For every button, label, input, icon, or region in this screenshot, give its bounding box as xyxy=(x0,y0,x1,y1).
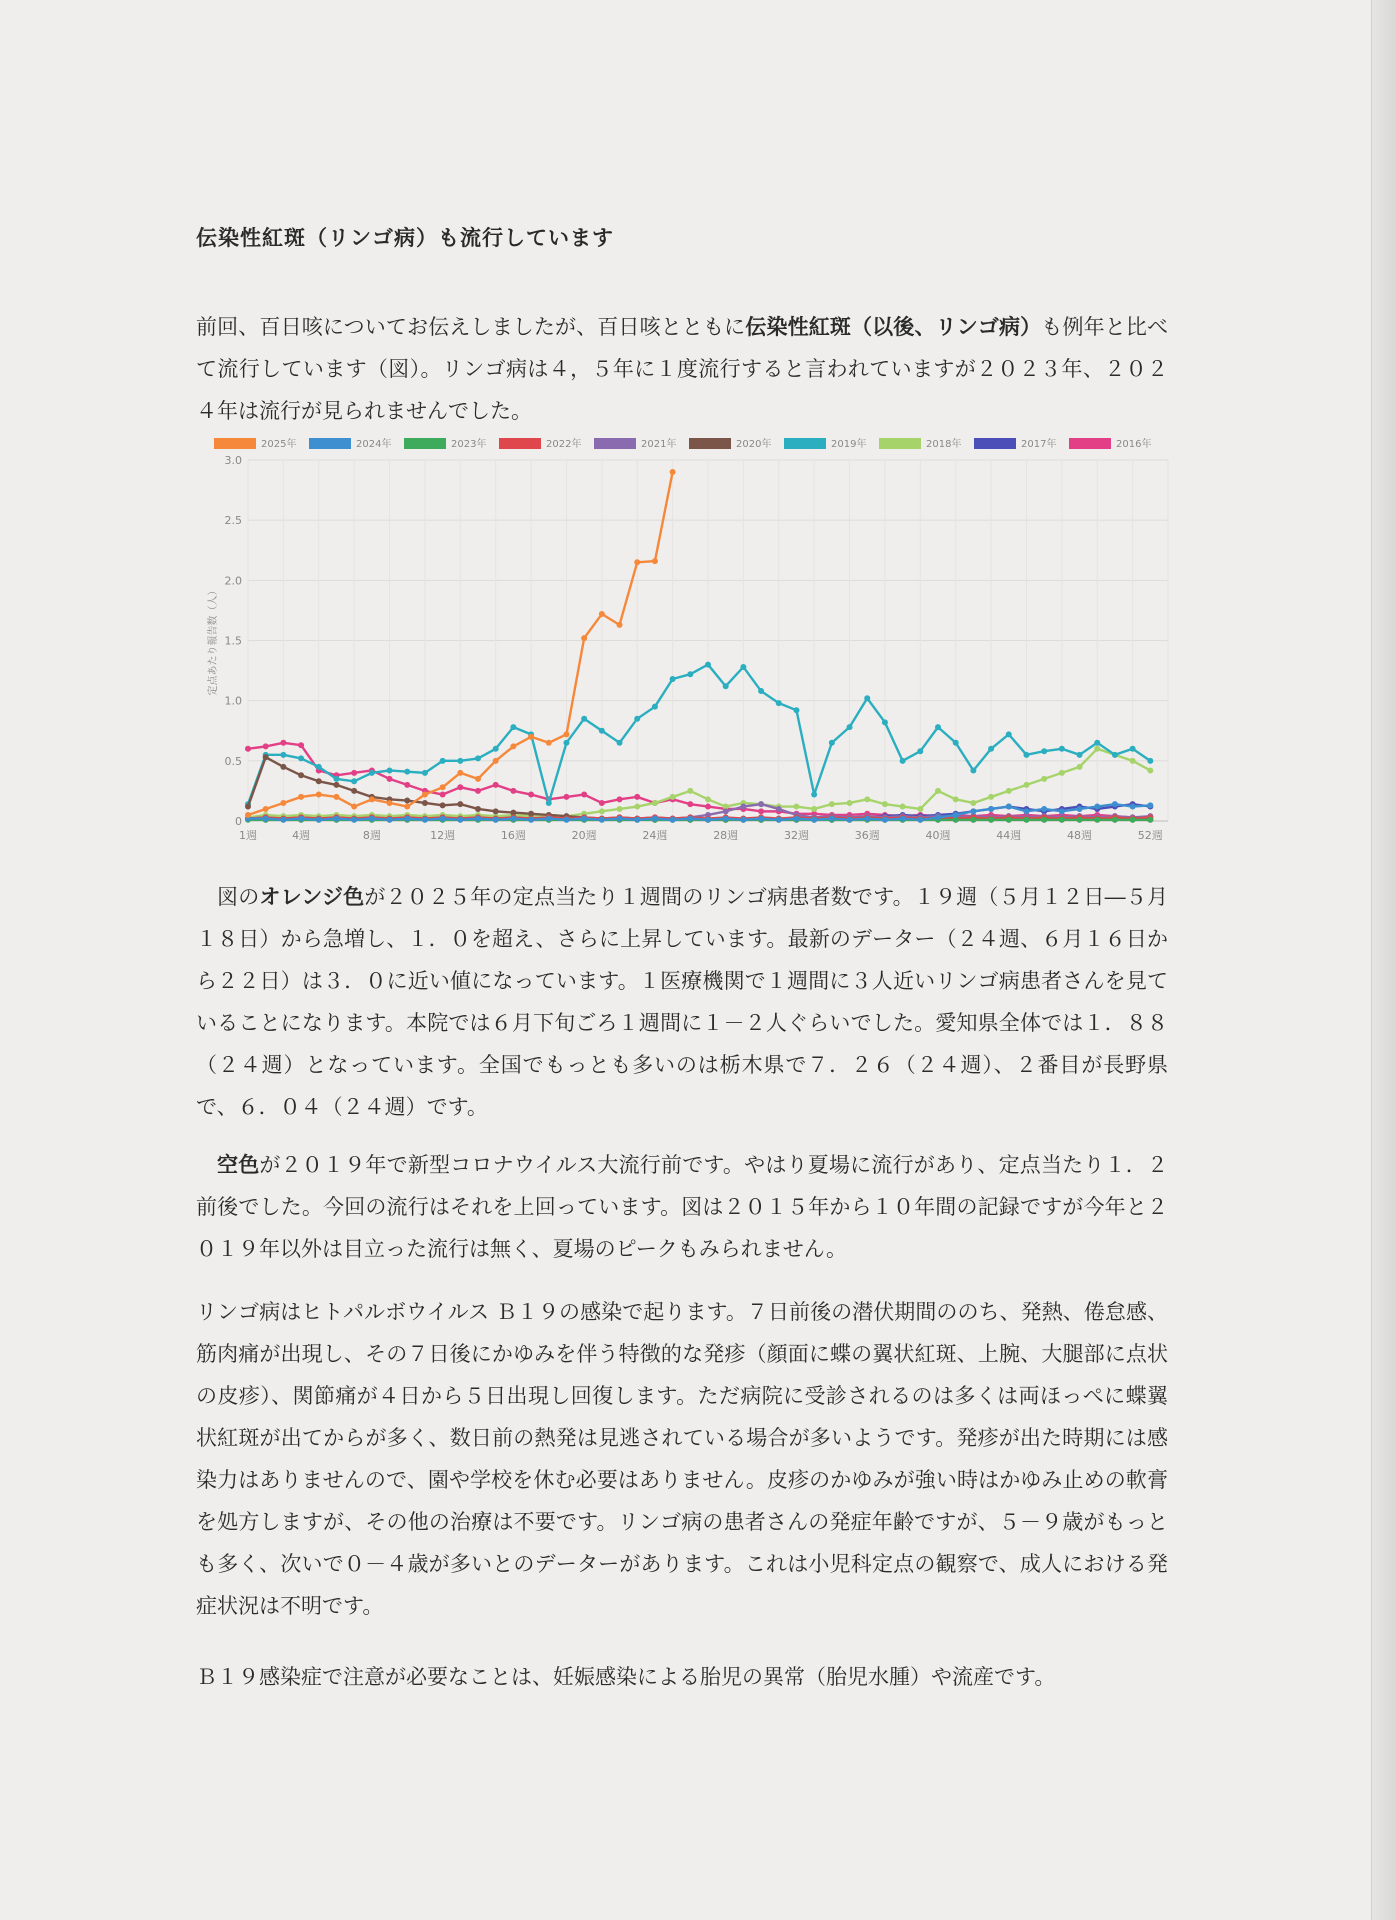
y-tick-label: 1.5 xyxy=(224,634,242,648)
data-point xyxy=(404,769,410,775)
data-point xyxy=(475,806,481,812)
data-point xyxy=(475,816,481,822)
data-point xyxy=(1041,806,1047,812)
data-point xyxy=(1041,748,1047,754)
data-point xyxy=(1059,746,1065,752)
data-point xyxy=(316,817,322,823)
data-point xyxy=(387,767,393,773)
data-point xyxy=(1147,802,1153,808)
data-point xyxy=(1006,731,1012,737)
data-point xyxy=(510,724,516,730)
data-point xyxy=(864,695,870,701)
data-point xyxy=(652,704,658,710)
data-point xyxy=(440,816,446,822)
x-tick-label: 44週 xyxy=(996,829,1022,842)
data-point xyxy=(263,806,269,812)
data-point xyxy=(829,740,835,746)
data-point xyxy=(1077,752,1083,758)
data-point xyxy=(563,740,569,746)
legend-swatch xyxy=(404,438,446,449)
data-point xyxy=(988,817,994,823)
data-point xyxy=(847,817,853,823)
data-point xyxy=(617,796,623,802)
data-point xyxy=(422,800,428,806)
data-point xyxy=(475,776,481,782)
data-point xyxy=(599,611,605,617)
data-point xyxy=(440,792,446,798)
data-point xyxy=(793,804,799,810)
data-point xyxy=(935,724,941,730)
data-point xyxy=(811,806,817,812)
data-point xyxy=(1112,801,1118,807)
intro-text-a: 前回、百日咳についてお伝えしましたが、百日咳とともに xyxy=(196,315,746,339)
orange-text-c: が２０２５年の定点当たり１週間のリンゴ病患者数です。１９週（５月１２日―５月１８日）から急増し、１．０を超え、さらに上昇しています。最新のデーター（２４週、６月１６日から２２日）は３．０に近い値になっています。１医療機関で１週間に３人近いリンゴ病患者さんを見ていることになります。本院では６月下旬ごろ１週間に１－２人ぐらいでした。愛知県全体では１．８８（２４週）となっています。全国でもっとも多いのは栃木県で７．２６（２４週）、２番目が長野県で、６．０４（２４週）です。 xyxy=(196,885,1169,1119)
data-point xyxy=(581,792,587,798)
paragraph-parvovirus: リンゴ病はヒトパルボウイルス Ｂ１９の感染で起ります。７日前後の潜伏期間ののち、発熱、倦怠感、筋肉痛が出現し、その７日後にかゆみを伴う特徴的な発疹（顔面に蝶の翼状紅斑、上腕、大腿部に点状の皮疹）、関節痛が４日から５日出現し回復します。ただ病院に受診されるのは多くは両ほっぺに蝶翼状紅斑が出てからが多く、数日前の熱発は見逃されている場合が多いようです。発疹が出た時期には感染力はありませんので、園や学校を休む必要はありません。皮疹のかゆみが強い時はかゆみ止めの軟膏を処方しますが、その他の治療は不要です。リンゴ病の患者さんの発症年齢ですが、５－９歳がもっとも多く、次いで０－４歳が多いとのデーターがあります。これは小児科定点の観察で、成人における発症状況は不明です。 xyxy=(196,1300,1168,1618)
data-point xyxy=(723,808,729,814)
data-point xyxy=(263,754,269,760)
data-point xyxy=(1094,817,1100,823)
legend-label: 2024年 xyxy=(356,439,392,450)
chart-svg xyxy=(200,426,1180,854)
data-point xyxy=(670,676,676,682)
y-tick-label: 2.5 xyxy=(224,514,242,528)
data-point xyxy=(935,788,941,794)
data-point xyxy=(457,817,463,823)
legend-swatch xyxy=(974,438,1016,449)
data-point xyxy=(970,808,976,814)
data-point xyxy=(1130,758,1136,764)
paragraph-orange xyxy=(196,876,1168,1128)
x-tick-label: 1週 xyxy=(239,829,257,842)
data-point xyxy=(617,816,623,822)
data-point xyxy=(369,796,375,802)
data-point xyxy=(280,752,286,758)
data-point xyxy=(457,801,463,807)
data-point xyxy=(493,782,499,788)
data-point xyxy=(404,804,410,810)
data-point xyxy=(776,817,782,823)
data-point xyxy=(970,817,976,823)
data-point xyxy=(510,816,516,822)
skyblue-text-b: が２０１９年で新型コロナウイルス大流行前です。やはり夏場に流行があり、定点当たり１．２前後でした。今回の流行はそれを上回っています。図は２０１５年から１０年間の記録ですが今年と２０１９年以外は目立った流行は無く、夏場のピークもみられません。 xyxy=(196,1153,1168,1261)
data-point xyxy=(599,728,605,734)
data-point xyxy=(705,662,711,668)
data-point xyxy=(1006,817,1012,823)
x-tick-label: 48週 xyxy=(1067,829,1093,842)
legend-label: 2019年 xyxy=(831,439,867,450)
data-point xyxy=(1147,817,1153,823)
data-point xyxy=(280,800,286,806)
data-point xyxy=(1059,808,1065,814)
page-edge xyxy=(1371,0,1396,1920)
x-tick-label: 40週 xyxy=(925,829,951,842)
data-point xyxy=(263,743,269,749)
data-point xyxy=(1094,804,1100,810)
legend-label: 2023年 xyxy=(451,439,487,450)
data-point xyxy=(422,770,428,776)
data-point xyxy=(652,558,658,564)
y-tick-label: 2.0 xyxy=(224,574,242,588)
data-point xyxy=(705,804,711,810)
data-point xyxy=(387,776,393,782)
data-point xyxy=(988,806,994,812)
data-point xyxy=(617,806,623,812)
data-point xyxy=(670,817,676,823)
x-tick-label: 20週 xyxy=(571,829,597,842)
legend-swatch xyxy=(784,438,826,449)
data-point xyxy=(882,817,888,823)
y-axis-label: 定点あたり報告数（人） xyxy=(208,585,219,696)
data-point xyxy=(351,778,357,784)
data-point xyxy=(387,800,393,806)
data-point xyxy=(917,806,923,812)
data-point xyxy=(404,782,410,788)
data-point xyxy=(1023,817,1029,823)
data-point xyxy=(333,776,339,782)
data-point xyxy=(758,816,764,822)
data-point xyxy=(1130,817,1136,823)
data-point xyxy=(298,755,304,761)
data-point xyxy=(599,817,605,823)
data-point xyxy=(687,801,693,807)
data-point xyxy=(316,778,322,784)
data-point xyxy=(1006,788,1012,794)
data-point xyxy=(793,816,799,822)
data-point xyxy=(1112,817,1118,823)
data-point xyxy=(723,816,729,822)
y-tick-label: 0 xyxy=(235,815,242,828)
data-point xyxy=(298,794,304,800)
data-point xyxy=(740,664,746,670)
x-tick-label: 32週 xyxy=(783,829,809,842)
data-point xyxy=(369,816,375,822)
x-tick-label: 24週 xyxy=(642,829,668,842)
legend-swatch xyxy=(1069,438,1111,449)
data-point xyxy=(670,794,676,800)
data-point xyxy=(493,758,499,764)
data-point xyxy=(723,683,729,689)
data-point xyxy=(333,782,339,788)
data-point xyxy=(493,808,499,814)
x-tick-label: 8週 xyxy=(362,829,381,842)
data-point xyxy=(953,796,959,802)
x-tick-label: 12週 xyxy=(430,829,456,842)
data-point xyxy=(599,808,605,814)
legend-label: 2018年 xyxy=(926,439,962,450)
legend-label: 2017年 xyxy=(1021,439,1057,450)
data-point xyxy=(475,755,481,761)
legend-label: 2025年 xyxy=(261,439,297,450)
intro-text-c: も例年と比べて流行しています（図）。リンゴ病は４，５年に１度流行すると言われていますが２０２３年、２０２４年は流行が見られませんでした。 xyxy=(196,315,1169,423)
data-point xyxy=(599,800,605,806)
data-point xyxy=(316,792,322,798)
data-point xyxy=(1077,764,1083,770)
data-point xyxy=(528,817,534,823)
legend-swatch xyxy=(499,438,541,449)
x-tick-label: 16週 xyxy=(500,829,526,842)
data-point xyxy=(829,816,835,822)
data-point xyxy=(440,802,446,808)
legend-label: 2016年 xyxy=(1116,439,1152,450)
data-point xyxy=(953,740,959,746)
data-point xyxy=(563,731,569,737)
y-tick-label: 1.0 xyxy=(224,694,242,708)
data-point xyxy=(245,746,251,752)
x-tick-label: 4週 xyxy=(292,829,311,842)
paragraph-pregnancy: Ｂ１９感染症で注意が必要なことは、妊娠感染による胎児の異常（胎児水腫）や流産です。 xyxy=(196,1665,1056,1689)
page-title: 伝染性紅斑（リンゴ病）も流行しています xyxy=(196,226,614,250)
data-point xyxy=(404,816,410,822)
data-point xyxy=(440,784,446,790)
data-point xyxy=(263,816,269,822)
data-point xyxy=(970,767,976,773)
data-point xyxy=(333,816,339,822)
data-point xyxy=(900,816,906,822)
data-point xyxy=(546,816,552,822)
series-line xyxy=(248,665,1150,805)
data-point xyxy=(298,772,304,778)
skyblue-bold-term: 空色 xyxy=(217,1153,260,1177)
data-point xyxy=(917,817,923,823)
data-point xyxy=(705,817,711,823)
legend-label: 2020年 xyxy=(736,439,772,450)
orange-bold-term: オレンジ色 xyxy=(259,885,365,909)
data-point xyxy=(457,758,463,764)
data-point xyxy=(1112,752,1118,758)
data-point xyxy=(1041,817,1047,823)
data-point xyxy=(687,671,693,677)
data-point xyxy=(280,764,286,770)
data-point xyxy=(440,758,446,764)
data-point xyxy=(457,784,463,790)
data-point xyxy=(935,814,941,820)
data-point xyxy=(316,764,322,770)
data-point xyxy=(864,816,870,822)
x-tick-label: 52週 xyxy=(1137,829,1163,842)
data-point xyxy=(1130,746,1136,752)
data-point xyxy=(617,740,623,746)
data-point xyxy=(634,804,640,810)
data-point xyxy=(245,804,251,810)
data-point xyxy=(1023,752,1029,758)
data-point xyxy=(1077,806,1083,812)
data-point xyxy=(1059,817,1065,823)
data-point xyxy=(864,796,870,802)
data-point xyxy=(510,788,516,794)
data-point xyxy=(457,770,463,776)
data-point xyxy=(634,559,640,565)
line-chart xyxy=(200,426,1180,854)
data-point xyxy=(1023,782,1029,788)
data-point xyxy=(652,800,658,806)
data-point xyxy=(1147,758,1153,764)
data-point xyxy=(1006,804,1012,810)
data-point xyxy=(811,817,817,823)
data-point xyxy=(652,816,658,822)
legend-label: 2022年 xyxy=(546,439,582,450)
data-point xyxy=(953,812,959,818)
data-point xyxy=(387,817,393,823)
data-point xyxy=(634,794,640,800)
data-point xyxy=(1094,746,1100,752)
data-point xyxy=(280,817,286,823)
x-tick-label: 36週 xyxy=(854,829,880,842)
legend-swatch xyxy=(689,438,731,449)
data-point xyxy=(970,800,976,806)
data-point xyxy=(581,635,587,641)
data-point xyxy=(528,792,534,798)
data-point xyxy=(882,719,888,725)
data-point xyxy=(475,788,481,794)
data-point xyxy=(351,804,357,810)
legend-swatch xyxy=(879,438,921,449)
data-point xyxy=(1077,817,1083,823)
paragraph-intro xyxy=(196,306,1168,432)
data-point xyxy=(422,792,428,798)
data-point xyxy=(404,798,410,804)
data-point xyxy=(563,817,569,823)
data-point xyxy=(351,817,357,823)
data-point xyxy=(988,794,994,800)
data-point xyxy=(705,796,711,802)
data-point xyxy=(298,742,304,748)
data-point xyxy=(793,707,799,713)
data-point xyxy=(634,817,640,823)
data-point xyxy=(829,801,835,807)
data-point xyxy=(776,806,782,812)
y-tick-label: 0.5 xyxy=(224,754,242,768)
data-point xyxy=(776,700,782,706)
data-point xyxy=(422,817,428,823)
data-point xyxy=(493,746,499,752)
data-point xyxy=(758,801,764,807)
intro-bold-term: 伝染性紅斑（以後、リンゴ病） xyxy=(745,315,1042,339)
data-point xyxy=(687,816,693,822)
data-point xyxy=(847,724,853,730)
data-point xyxy=(528,734,534,740)
data-point xyxy=(847,800,853,806)
data-point xyxy=(917,748,923,754)
y-tick-label: 3.0 xyxy=(224,454,242,467)
data-point xyxy=(510,743,516,749)
data-point xyxy=(1041,776,1047,782)
data-point xyxy=(546,800,552,806)
data-point xyxy=(1130,804,1136,810)
data-point xyxy=(687,788,693,794)
data-point xyxy=(581,816,587,822)
data-point xyxy=(1094,740,1100,746)
data-point xyxy=(740,817,746,823)
x-tick-label: 28週 xyxy=(713,829,739,842)
data-point xyxy=(900,804,906,810)
legend-swatch xyxy=(309,438,351,449)
data-point xyxy=(634,716,640,722)
data-point xyxy=(617,622,623,628)
data-point xyxy=(493,817,499,823)
paragraph-skyblue xyxy=(196,1144,1168,1270)
data-point xyxy=(563,794,569,800)
data-point xyxy=(882,801,888,807)
data-point xyxy=(758,688,764,694)
data-point xyxy=(298,816,304,822)
data-point xyxy=(900,758,906,764)
data-point xyxy=(1059,770,1065,776)
data-point xyxy=(351,788,357,794)
legend-label: 2021年 xyxy=(641,439,677,450)
data-point xyxy=(351,770,357,776)
data-point xyxy=(280,740,286,746)
data-point xyxy=(1023,808,1029,814)
data-point xyxy=(811,792,817,798)
orange-text-a: 図の xyxy=(217,885,260,909)
data-point xyxy=(670,469,676,475)
legend-swatch xyxy=(214,438,256,449)
data-point xyxy=(546,740,552,746)
data-point xyxy=(245,812,251,818)
legend-swatch xyxy=(594,438,636,449)
data-point xyxy=(988,746,994,752)
data-point xyxy=(369,770,375,776)
data-point xyxy=(740,804,746,810)
data-point xyxy=(758,808,764,814)
data-point xyxy=(333,794,339,800)
data-point xyxy=(581,716,587,722)
data-point xyxy=(1147,767,1153,773)
